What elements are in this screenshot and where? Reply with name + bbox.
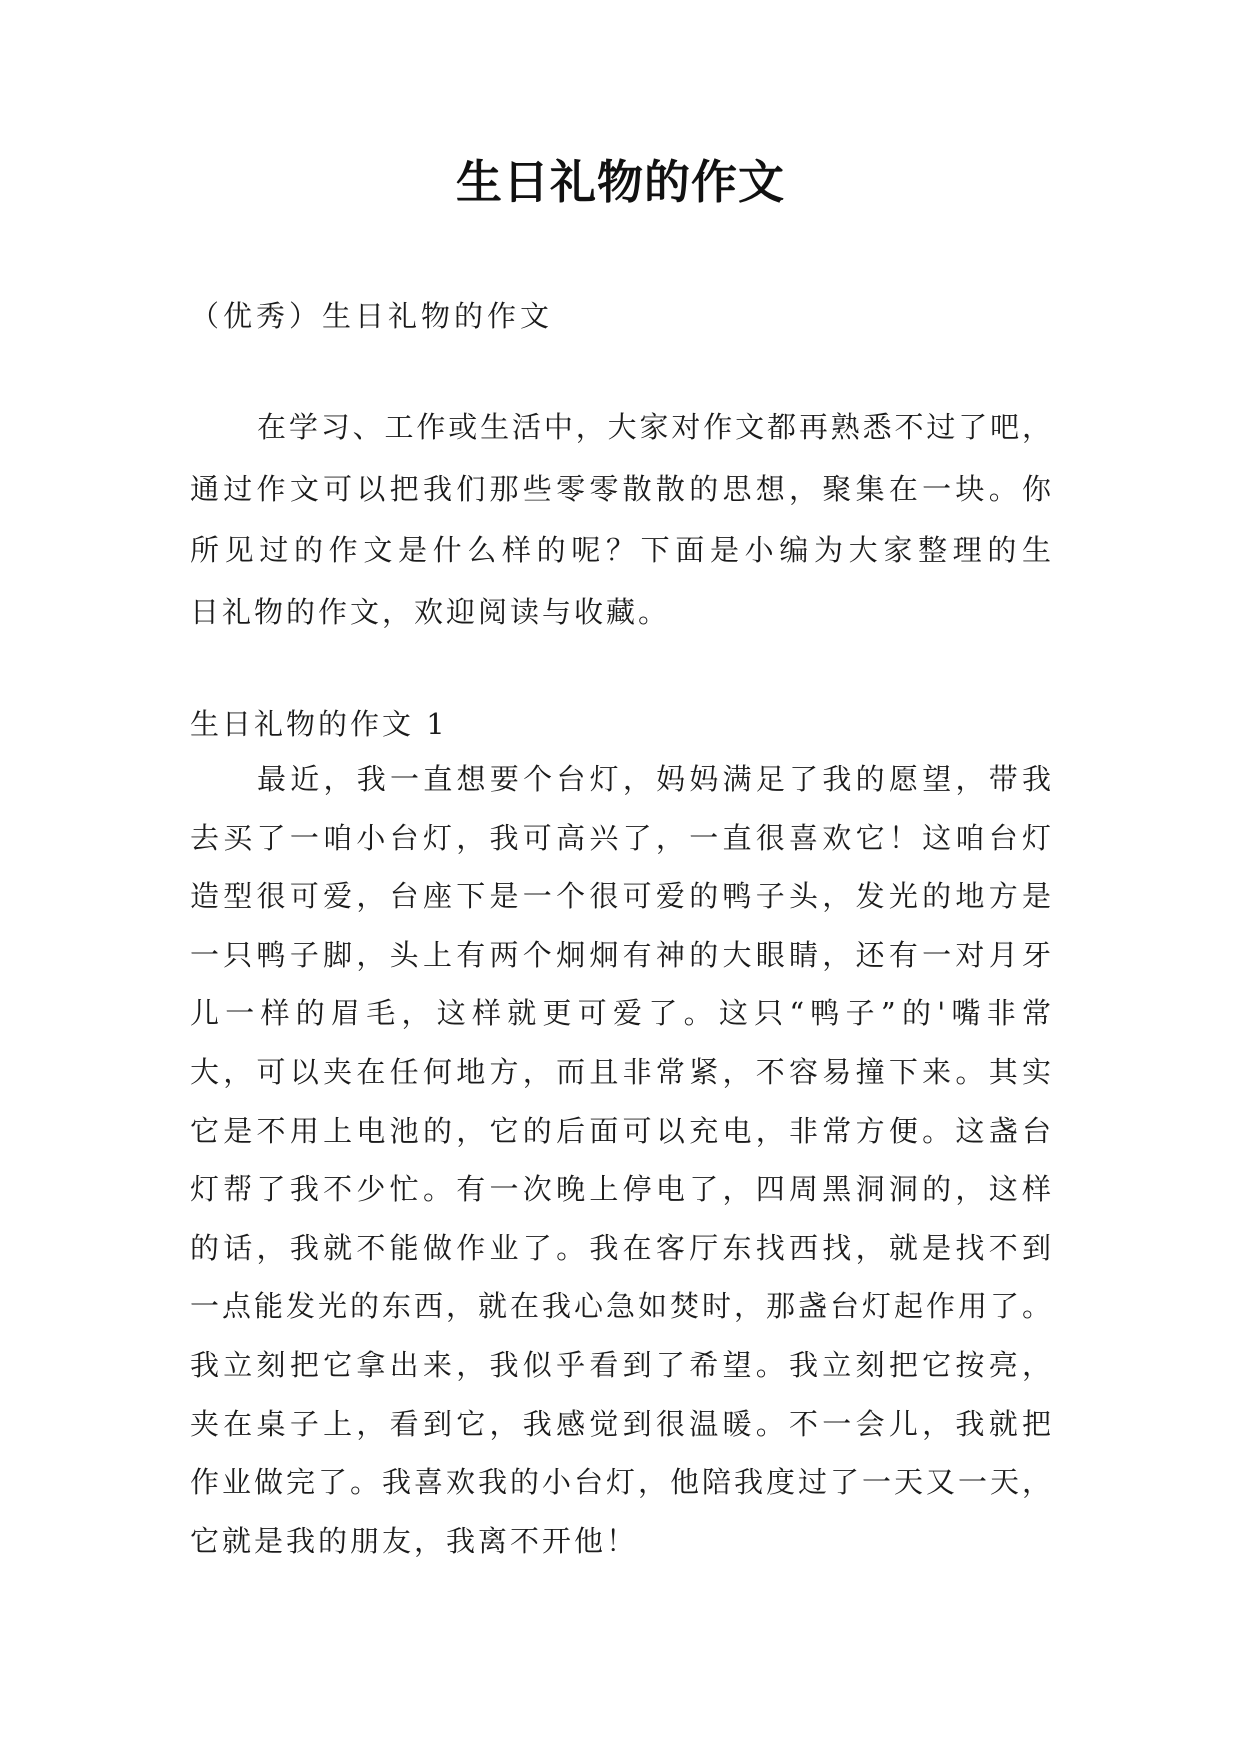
document-subtitle: （优秀）生日礼物的作文 xyxy=(190,299,554,333)
paragraph-line: 一点能发光的东西，就在我心急如焚时，那盏台灯起作用了。 xyxy=(190,1289,1051,1324)
document-title: 生日礼物的作文 xyxy=(456,155,785,209)
paragraph-line: 灯帮了我不少忙。有一次晚上停电了，四周黑洞洞的，这样 xyxy=(190,1172,1051,1207)
section-paragraph xyxy=(190,750,1051,1570)
paragraph-line: 的话，我就不能做作业了。我在客厅东找西找，就是找不到 xyxy=(190,1230,1051,1265)
paragraph-line: 在学习、工作或生活中，大家对作文都再熟悉不过了吧， xyxy=(257,410,1051,444)
paragraph-line: 一只鸭子脚，头上有两个炯炯有神的大眼睛，还有一对月牙 xyxy=(190,937,1051,972)
paragraph-line: 作业做完了。我喜欢我的小台灯，他陪我度过了一天又一天， xyxy=(190,1465,1051,1500)
paragraph-line: 我立刻把它拿出来，我似乎看到了希望。我立刻把它按亮， xyxy=(190,1347,1051,1382)
intro-paragraph xyxy=(190,397,1051,643)
paragraph-line: 夹在桌子上，看到它，我感觉到很温暖。不一会儿，我就把 xyxy=(190,1406,1051,1441)
paragraph-line: 造型很可爱，台座下是一个很可爱的鸭子头，发光的地方是 xyxy=(190,879,1051,914)
paragraph-line: 它就是我的朋友，我离不开他！ xyxy=(190,1523,639,1558)
paragraph-line: 日礼物的作文，欢迎阅读与收藏。 xyxy=(190,594,671,629)
section-heading: 生日礼物的作文 1 xyxy=(190,707,448,741)
paragraph-line: 通过作文可以把我们那些零零散散的思想，聚集在一块。你 xyxy=(190,471,1051,506)
paragraph-line: 儿一样的眉毛，这样就更可爱了。这只“鸭子”的'嘴非常 xyxy=(190,996,1051,1031)
paragraph-line: 最近，我一直想要个台灯，妈妈满足了我的愿望，带我 xyxy=(257,762,1051,796)
paragraph-line: 它是不用上电池的，它的后面可以充电，非常方便。这盏台 xyxy=(190,1113,1051,1148)
paragraph-line: 大，可以夹在任何地方，而且非常紧，不容易撞下来。其实 xyxy=(190,1054,1051,1089)
paragraph-line: 去买了一咱小台灯，我可高兴了，一直很喜欢它！这咱台灯 xyxy=(190,820,1051,855)
paragraph-line: 所见过的作文是什么样的呢？下面是小编为大家整理的生 xyxy=(190,533,1051,567)
